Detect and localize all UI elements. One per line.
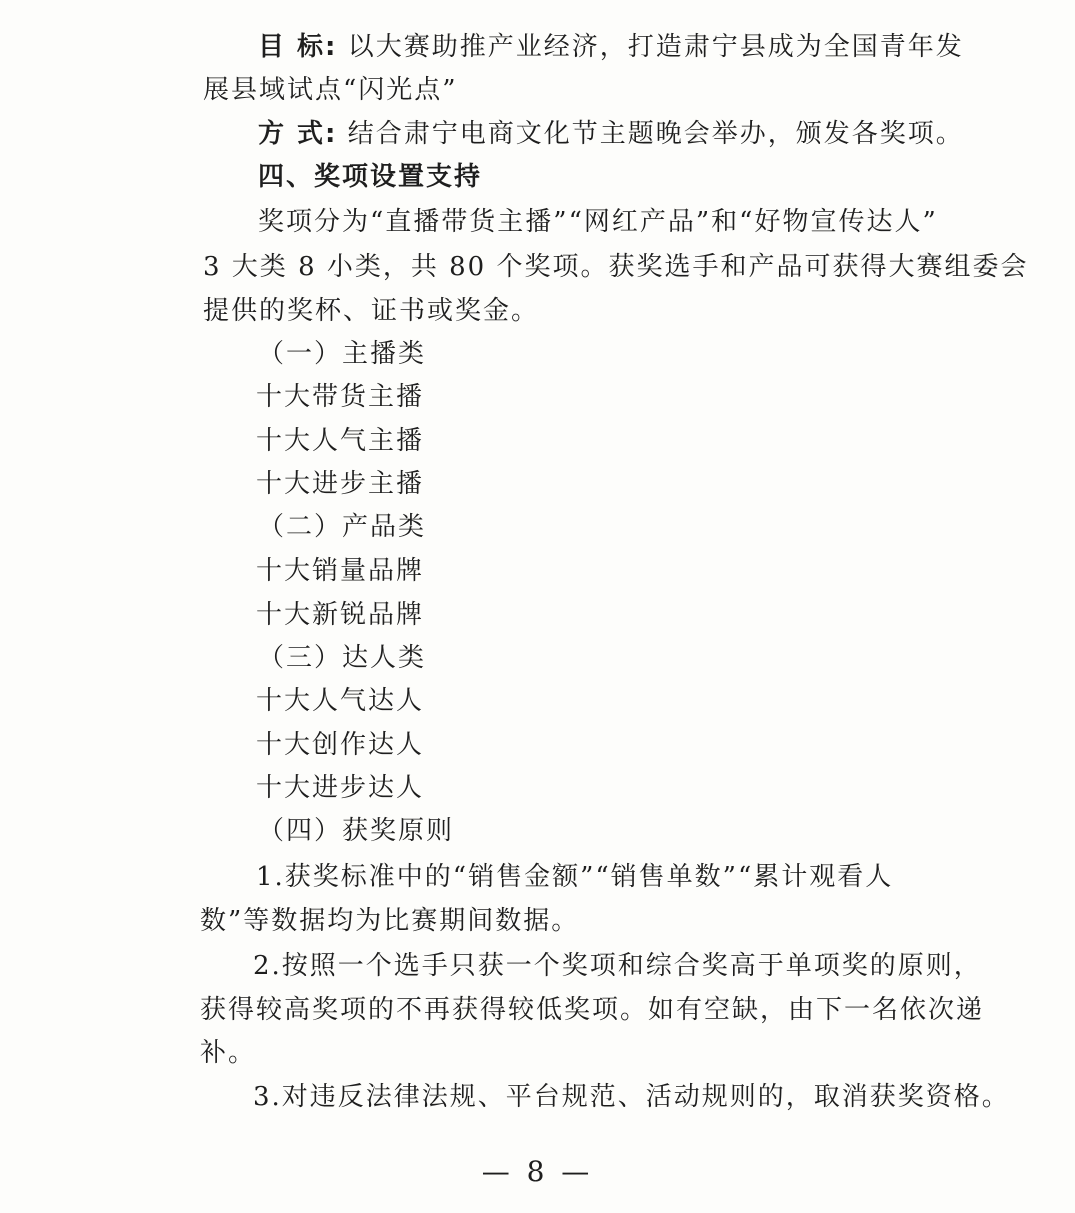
intro-line-2: 3 大类 8 小类，共 80 个奖项。获奖选手和产品可获得大赛组委会 [203, 252, 1029, 282]
list-item: 十大人气达人 [256, 686, 425, 716]
intro-line-3: 提供的奖杯、证书或奖金。 [203, 296, 540, 326]
method-line [258, 117, 964, 151]
rule-3-line-1: 3.对违反法律法规、平台规范、活动规则的，取消获奖资格。 [253, 1082, 1010, 1112]
list-item: 十大带货主播 [256, 382, 425, 412]
list-item: 十大进步达人 [256, 773, 425, 803]
method-label: 方 式: [258, 119, 338, 149]
goal-label: 目 标: [258, 32, 338, 62]
category-title: （一）主播类 [258, 339, 427, 369]
category-title: （三）达人类 [258, 643, 427, 673]
goal-text: 以大赛助推产业经济，打造肃宁县成为全国青年发 [347, 32, 964, 62]
rule-1-line-1: 1.获奖标准中的“销售金额”“销售单数”“累计观看人 [256, 862, 894, 892]
category-title: （四）获奖原则 [258, 816, 455, 846]
list-item: 十大创作达人 [256, 730, 425, 760]
list-item: 十大进步主播 [256, 469, 425, 499]
list-item: 十大新锐品牌 [256, 600, 425, 630]
page-number: — 8 — [481, 1155, 594, 1188]
list-item: 十大销量品牌 [256, 556, 425, 586]
section-heading: 四、奖项设置支持 [258, 162, 483, 192]
rule-2-line-1: 2.按照一个选手只获一个奖项和综合奖高于单项奖的原则， [253, 951, 982, 981]
list-item: 十大人气主播 [256, 426, 425, 456]
category-title: （二）产品类 [258, 512, 427, 542]
intro-line-1: 奖项分为“直播带货主播”“网红产品”和“好物宣传达人” [258, 207, 938, 237]
rule-1-line-2: 数”等数据均为比赛期间数据。 [200, 906, 580, 936]
rule-2-line-3: 补。 [200, 1038, 257, 1068]
method-text: 结合肃宁电商文化节主题晚会举办，颁发各奖项。 [347, 119, 964, 149]
rule-2-line-2: 获得较高奖项的不再获得较低奖项。如有空缺，由下一名依次递 [200, 995, 985, 1025]
goal-line [258, 30, 964, 64]
goal-continuation: 展县域试点“闪光点” [203, 75, 458, 105]
